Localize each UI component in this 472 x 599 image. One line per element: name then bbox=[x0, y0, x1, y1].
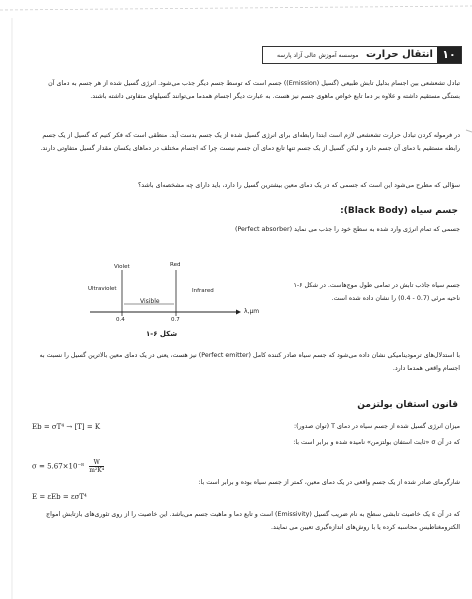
ultraviolet-label: Ultraviolet bbox=[88, 286, 117, 292]
sigma-unit-denominator: m²K⁴ bbox=[89, 467, 105, 474]
visible-label: Visible bbox=[140, 298, 160, 305]
tick-0-4: 0.4 bbox=[116, 317, 125, 323]
black-body-heading: جسم سیاه (Black Body): bbox=[340, 206, 458, 216]
stefan-boltzmann-heading: قانون استفان بولتزمن bbox=[357, 400, 458, 410]
institute-name: موسسه آموزش عالی آزاد پارسه bbox=[276, 52, 359, 59]
axis-arrow-icon bbox=[236, 310, 241, 315]
sigma-value: σ = 5.67×10⁻⁸ bbox=[32, 462, 84, 471]
wavelength-axis-label: λ,μm bbox=[244, 308, 260, 315]
sigma-units bbox=[89, 459, 104, 474]
real-body-text: شارگرمای صادر شده از یک جسم واقعی در یک دمای معین، کمتر از جسم سیاه بوده و برابر است با: bbox=[198, 479, 460, 486]
stefan-text-1: میزان انرژی گسیل شده از جسم سیاه در دمای T (توان صدور): bbox=[293, 423, 460, 430]
formula-real-emission: E = εEb = εσT⁴ bbox=[32, 493, 87, 501]
emissivity-paragraph: که در آن ε یک خاصیت تابشی سطح به نام ضریب گسیل (Emissivity) است و تابع دما و ماهیت جسم می‌باشد. این خاصیت را از روی تئوری‌های بازتابش امواج الکترومغناطیس محاسبه کرده یا با روش‌های اندازه‌گیری تعیین می نمایند. bbox=[46, 511, 460, 531]
chapter-title-text: انتقال حرارت bbox=[365, 49, 433, 60]
intro-question: سؤالی که مطرح می‌شود این است که جسمی که در یک دمای معین بیشترین گسیل را دارد، باید دارای چه مشخصه‌ای باشد؟ bbox=[137, 182, 460, 189]
black-body-definition: جسمی که تمام انرژی وارد شده به سطح خود را جذب می نماید (Perfect absorber) bbox=[235, 226, 460, 233]
infrared-label: Infrared bbox=[192, 288, 214, 294]
violet-label: Violet bbox=[114, 264, 130, 270]
red-label: Red bbox=[170, 262, 181, 268]
formula-sigma bbox=[32, 459, 104, 474]
tick-0-7: 0.7 bbox=[171, 317, 180, 323]
stefan-text-2: که در آن σ «ثابت استفان بولتزمن» نامیده شده و برابر است با: bbox=[293, 439, 460, 446]
intro-paragraph-2: در فرموله کردن تبادل حرارت تشعشعی لازم است ابتدا رابطه‌ای برای انرژی گسیل شده از یک جسم بدست آید. منطقی است که فکر کنیم که گسیل از یک جسم رابطه مستقیم با دمای آن جسم دارد و لیکن گسیل از یک جسم تنها تابع دمای آن جسم نیست چرا که اجسام مختلف در دماهای یکسان مقدار گسیل متفاوتی دارند. bbox=[40, 132, 460, 152]
chapter-title bbox=[277, 49, 433, 60]
formula-eb: Eb = σT⁴ → [T] = K bbox=[32, 423, 101, 431]
chapter-header bbox=[262, 46, 462, 64]
chapter-number: ۱۰ bbox=[437, 47, 461, 63]
black-body-figure-text: جسم سیاه جاذب تابش در تمامی طول موج‌هاست. در شکل ۶-۱ ناحیه مرئی (0.7 - 0.4) را نشان داده شده است. bbox=[293, 282, 460, 302]
sigma-unit-numerator: W bbox=[89, 459, 104, 467]
figure-caption: شکل ۶-۱ bbox=[146, 330, 178, 338]
intro-paragraph-1: تبادل تشعشعی بین اجسام بدلیل تابش طبیعی (گسیل (Emission)) جسم است که توسط جسم دیگر جذب می‌شود. انرژی گسیل شده از هر جسم به دمای آن بستگی مستقیم داشته و علاوه بر دما تابع خواص ماهوی جسم نیز هست. به عبارت دیگر اجسام همدما می‌توانند گسیلهای متفاوتی داشته باشند. bbox=[48, 80, 460, 100]
perfect-emitter-paragraph: با استدلال‌های ترمودینامیکی نشان داده می‌شود که جسم سیاه صادر کننده کامل (Perfect emitter) نیز هست، یعنی در یک دمای معین بالاترین گسیل را نسبت به اجسام واقعی همدما دارد. bbox=[39, 352, 460, 372]
